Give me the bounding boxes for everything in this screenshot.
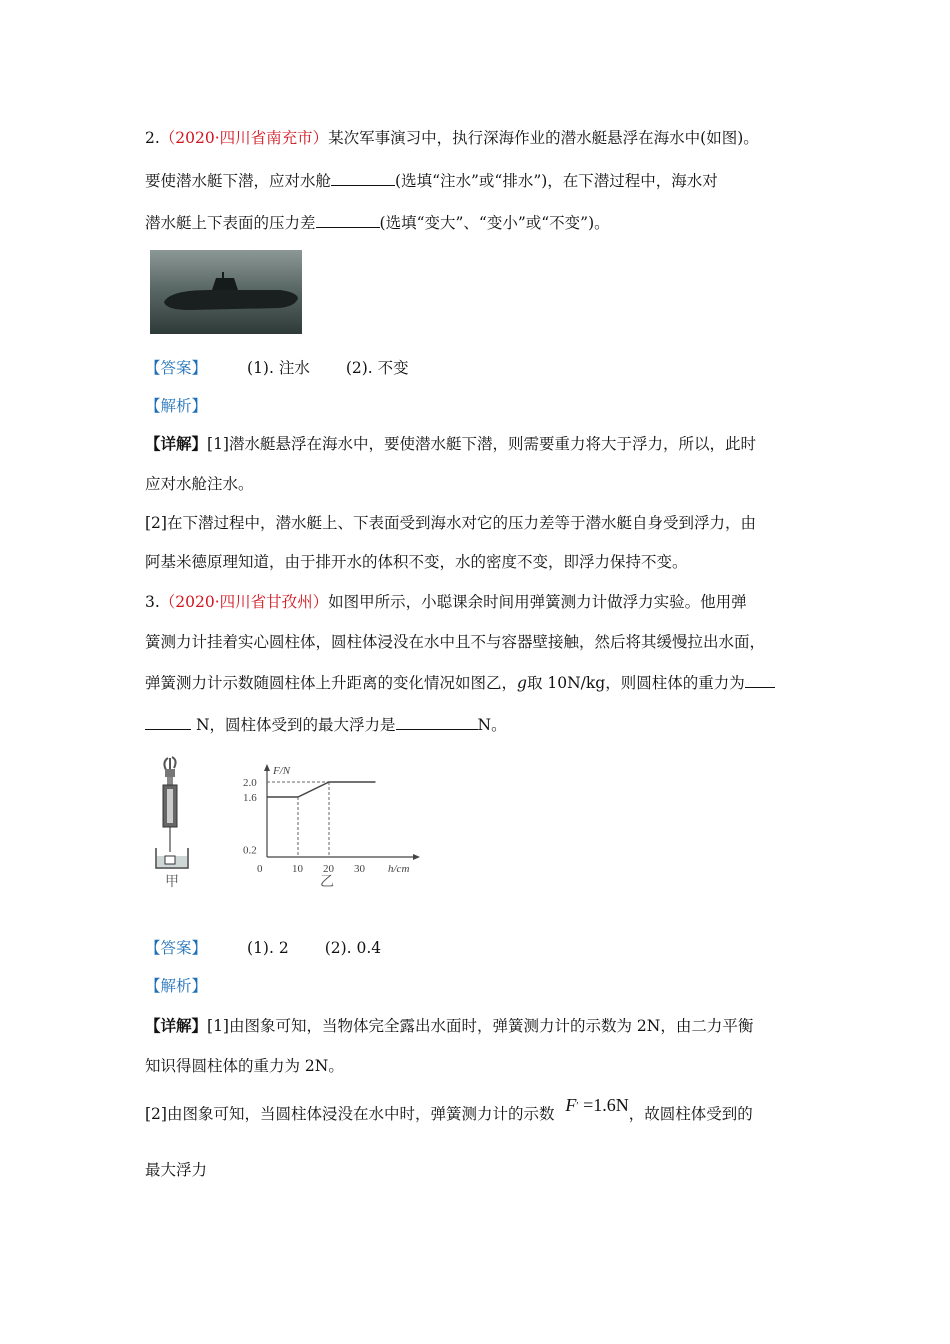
q2-detail-text-1a: [1]潜水艇悬浮在海水中，要使潜水艇下潜，则需要重力将大于浮力，所以，此时 [207, 435, 756, 453]
q3-line-1 [145, 592, 747, 612]
q3-source: （2020·四川省甘孜州） [159, 593, 329, 611]
q3-number: 3. [145, 593, 160, 611]
q2-detail-2a [145, 513, 756, 533]
q3-answer [145, 938, 381, 958]
scale-ring [167, 777, 173, 785]
q3-text-4b: N。 [477, 716, 507, 734]
q2-detail-text-1b: 应对水舱注水。 [145, 475, 254, 493]
q3-detail-text-1a: [1]由图象可知，当物体完全露出水面时，弹簧测力计的示数为 2N，由二力平衡 [207, 1017, 754, 1035]
q2-blank-2 [316, 212, 380, 228]
x-tick-label-0: 0 [257, 863, 263, 875]
q3-answer-1: (1). 2 [247, 939, 289, 957]
q3-analysis [145, 976, 207, 996]
q3-line-3 [145, 672, 775, 693]
q3-answer-2: (2). 0.4 [324, 939, 382, 957]
q2-source: （2020·四川省南充市） [159, 129, 329, 147]
q3-analysis-tag: 【解析】 [145, 977, 208, 995]
q2-answer [145, 358, 409, 378]
y-axis-arrow [264, 764, 270, 771]
q3-line-2 [145, 632, 765, 652]
q2-answer-tag: 【答案】 [145, 359, 208, 377]
figure-yi-chart [240, 760, 430, 890]
y-tick-label-1: 1.6 [243, 792, 257, 804]
q2-detail-1b [145, 474, 254, 494]
q2-text-1: 某次军事演习中，执行深海作业的潜水艇悬浮在海水中(如图)。 [328, 129, 759, 147]
q2-detail-1a [145, 434, 756, 454]
q2-number: 2. [145, 129, 160, 147]
q3-line-4 [145, 714, 507, 735]
q3-detail-1a [145, 1016, 753, 1036]
q2-text-3a: 潜水艇上下表面的压力差 [145, 214, 316, 232]
q3-detail-text-2a: [2]由图象可知，当圆柱体浸没在水中时，弹簧测力计的示数 [145, 1105, 555, 1123]
x-tick-label-3: 30 [354, 863, 365, 875]
figure-yi-label: 乙 [320, 874, 334, 890]
figure-jia-label: 甲 [165, 874, 179, 890]
q3-text-3a: 弹簧测力计示数随圆柱体上升距离的变化情况如图乙， [145, 674, 518, 692]
scale-hook-top [165, 769, 175, 777]
x-tick-label-1: 10 [292, 863, 303, 875]
q2-blank-1 [331, 170, 395, 186]
x-axis-label: h/cm [388, 863, 410, 875]
q3-detail-3 [145, 1160, 207, 1180]
q2-answer-2: (2). 不变 [345, 359, 409, 377]
q3-detail-tag: 【详解】 [145, 1016, 208, 1035]
cylinder [165, 856, 175, 864]
q2-analysis-tag: 【解析】 [145, 397, 208, 415]
chart-series [267, 782, 376, 797]
q2-text-2a: 要使潜水艇下潜，应对水舱 [145, 172, 332, 190]
q3-text-1: 如图甲所示，小聪课余时间用弹簧测力计做浮力实验。他用弹 [328, 593, 747, 611]
submarine-sail [212, 278, 238, 290]
hand-icon [164, 757, 175, 770]
x-axis-arrow [413, 854, 420, 860]
q2-text-2b: (选填“注水”或“排水”)，在下潜过程中，海水对 [395, 172, 718, 190]
q3-detail-text-2b: ，故圆柱体受到的 [628, 1105, 753, 1123]
series-line [267, 782, 376, 797]
q3-detail-text-3: 最大浮力 [145, 1161, 208, 1179]
y-tick-label-2: 2.0 [243, 777, 257, 789]
q3-text-2: 簧测力计挂着实心圆柱体，圆柱体浸没在水中且不与容器壁接触，然后将其缓慢拉出水面， [145, 633, 766, 651]
q3-g-symbol: g [517, 674, 527, 692]
q3-blank-1a [745, 672, 775, 688]
figure-jia-apparatus [148, 756, 210, 892]
spring-scale-window [167, 789, 173, 823]
q3-answer-tag: 【答案】 [145, 939, 208, 957]
q2-detail-text-2a: [2]在下潜过程中，潜水艇上、下表面受到海水对它的压力差等于潜水艇自身受到浮力，由 [145, 514, 756, 532]
q3-blank-2 [396, 714, 478, 730]
q2-line-1 [145, 128, 759, 148]
q3-detail-math: F′ =1.6N [565, 1095, 629, 1115]
q2-line-2 [145, 170, 718, 191]
q2-line-3 [145, 212, 610, 233]
q3-text-3b: 取 10N/kg，则圆柱体的重力为 [526, 674, 745, 692]
submarine-image [150, 250, 302, 334]
q2-detail-tag: 【详解】 [145, 434, 208, 453]
submarine-mast [222, 272, 224, 279]
q3-detail-2a [145, 1095, 753, 1127]
q3-detail-1b [145, 1056, 344, 1076]
chart-ticks [243, 777, 366, 875]
submarine-hull [164, 290, 298, 310]
y-axis-label: F/N [273, 765, 291, 777]
chart-guides [267, 782, 329, 857]
q2-detail-2b [145, 552, 688, 572]
q2-analysis [145, 396, 207, 416]
q3-text-4a: N，圆柱体受到的最大浮力是 [195, 716, 396, 734]
x-tick-label-2: 20 [323, 863, 334, 875]
q3-blank-1b [145, 714, 191, 730]
q2-detail-text-2b: 阿基米德原理知道，由于排开水的体积不变，水的密度不变，即浮力保持不变。 [145, 553, 688, 571]
q3-detail-text-1b: 知识得圆柱体的重力为 2N。 [145, 1057, 344, 1075]
q2-text-3b: (选填“变大”、“变小”或“不变”)。 [379, 214, 610, 232]
q2-answer-1: (1). 注水 [247, 359, 310, 377]
y-tick-label-0: 0.2 [243, 844, 257, 857]
